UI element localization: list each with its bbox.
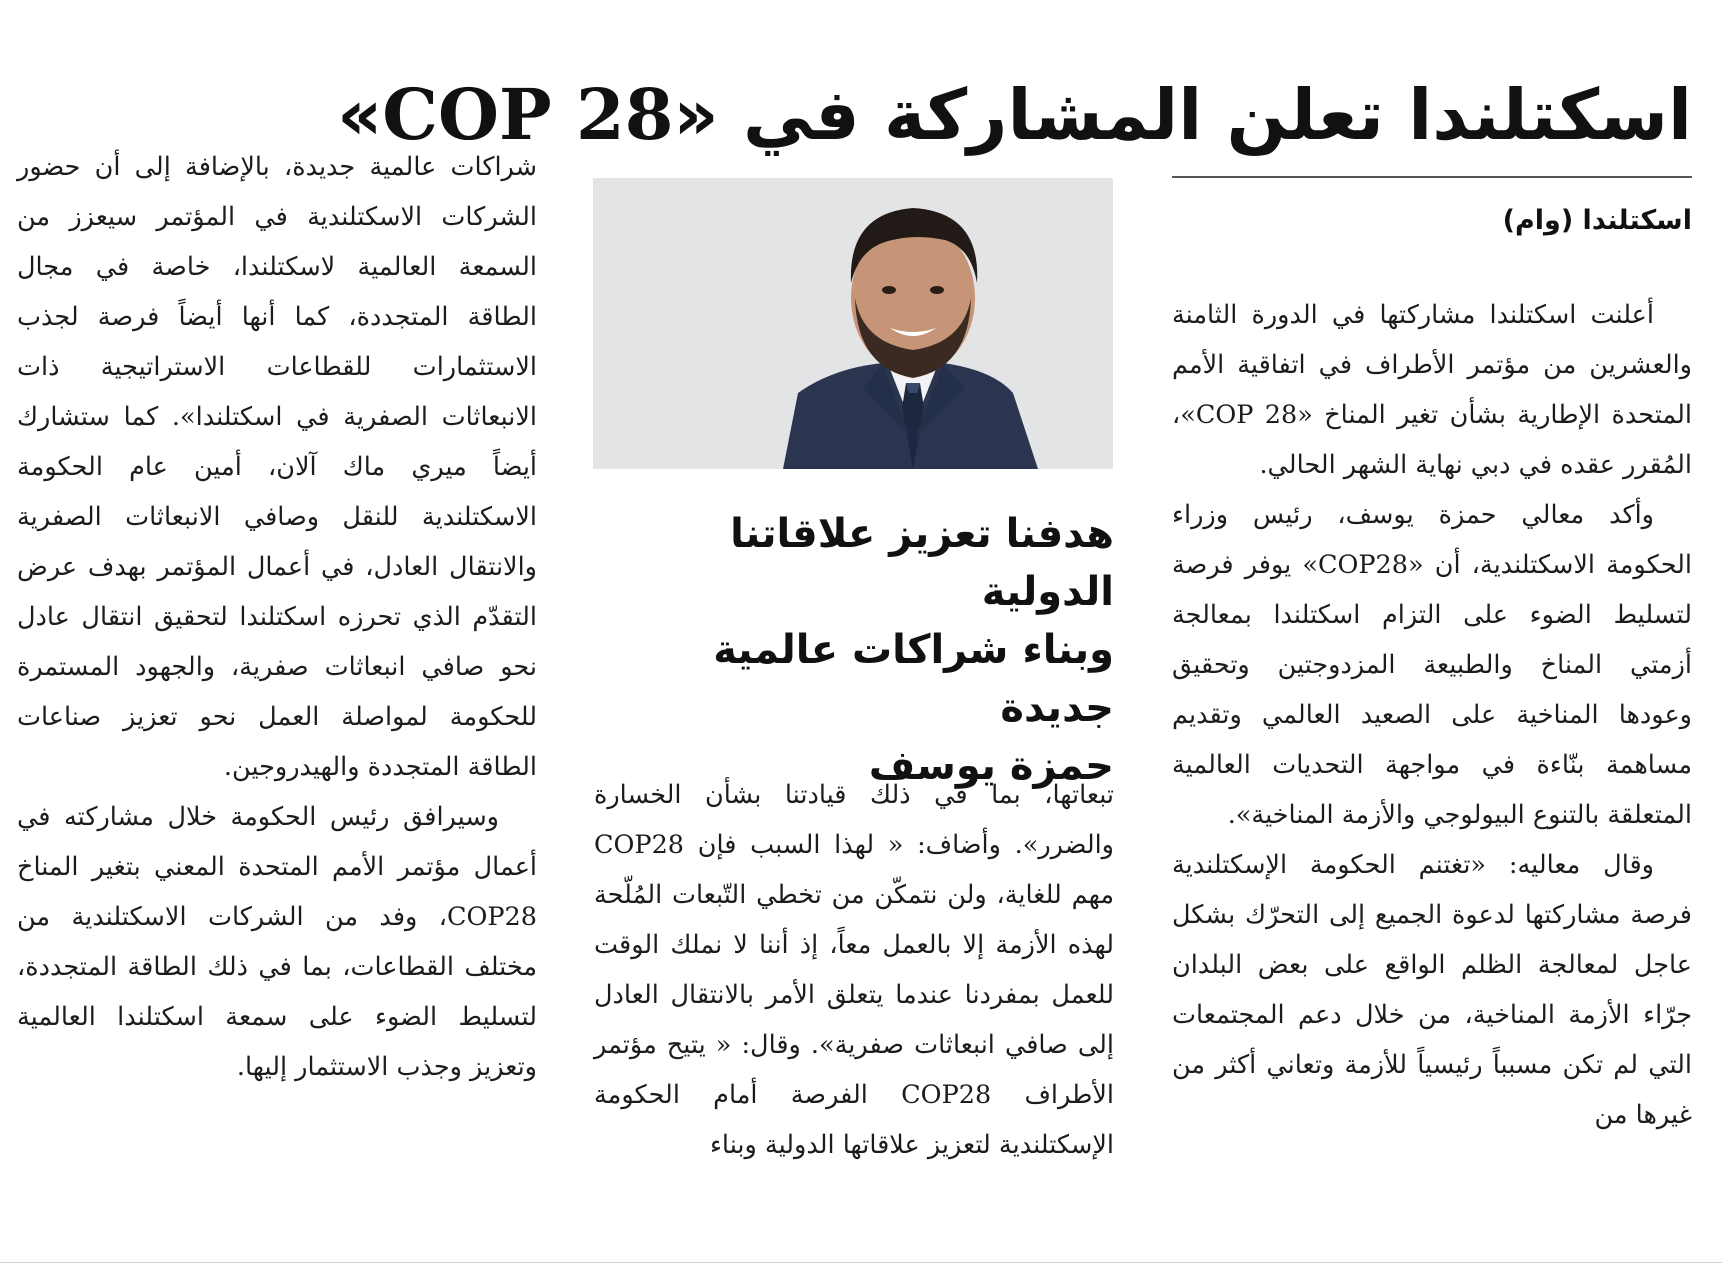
page-bottom-rule bbox=[0, 1262, 1722, 1263]
article-headline bbox=[337, 65, 1692, 165]
paragraph: شراكات عالمية جديدة، بالإضافة إلى أن حضور الشركات الاسكتلندية في المؤتمر سيعزز من السمعة العالمية لاسكتلندا، خاصة في مجال الطاقة المتجددة، كما أنها أيضاً فرصة لجذب الاستثمارات للقطاعات الاستراتيجية ذات الانبعاثات الصفرية في اسكتلندا». كما ستشارك أيضاً ميري ماك آلان، أمين عام الحكومة الاسكتلندية للنقل وصافي الانبعاثات الصفرية والانتقال العادل، في أعمال المؤتمر بهدف عرض التقدّم الذي تحرزه اسكتلندا لتحقيق انتقال عادل نحو صافي انبعاثات صفرية، والجهود المستمرة للحكومة لمواصلة العمل نحو تعزيز صناعات الطاقة المتجددة والهيدروجين. bbox=[17, 152, 537, 782]
paragraph: تبعاتها، بما في ذلك قيادتنا بشأن الخسارة والضرر». وأضاف: « لهذا السبب فإن COP28 مهم للغاية، ولن نتمكّن من تخطي التّبعات المُلّحة لهذه الأزمة إلا بالعمل معاً، إذ أننا لا نملك الوقت للعمل بمفردنا عندما يتعلق الأمر بالانتقال العادل إلى صافي انبعاثات صفرية». وقال: « يتيح مؤتمر الأطراف COP28 الفرصة أمام الحكومة الإسكتلندية لتعزيز علاقاتها الدولية وبناء bbox=[594, 780, 1114, 1160]
paragraph: وأكد معالي حمزة يوسف، رئيس وزراء الحكومة الاسكتلندية، أن «COP28» يوفر فرصة لتسليط الضوء على التزام اسكتلندا بمعالجة أزمتي المناخ والطبيعة المزدوجتين وتحقيق وعودها المناخية على الصعيد العالمي وتقديم مساهمة بنّاءة في مواجهة التحديات العالمية المتعلقة بالتنوع البيولوجي والأزمة المناخية». bbox=[1172, 500, 1693, 830]
column-right bbox=[1172, 290, 1692, 1140]
pull-quote bbox=[594, 505, 1114, 795]
headline-latin: COP 28 bbox=[382, 72, 674, 156]
paragraph: وسيرافق رئيس الحكومة خلال مشاركته في أعمال مؤتمر الأمم المتحدة المعني بتغير المناخ COP28، وفد من الشركات الاسكتلندية من مختلف القطاعات، بما في ذلك الطاقة المتجددة، لتسليط الضوء على سمعة اسكتلندا العالمية وتعزيز وجذب الاستثمار إليها. bbox=[17, 802, 537, 1082]
pull-quote-line: هدفنا تعزيز علاقاتنا الدولية bbox=[730, 511, 1114, 615]
paragraph: وقال معاليه: «تغتنم الحكومة الإسكتلندية فرصة مشاركتها لدعوة الجميع إلى التحرّك بشكل عاجل لمعالجة الظلم الواقع على بعض البلدان جرّاء الأزمة المناخية، من خلال دعم المجتمعات التي لم تكن مسبباً رئيسياً للأزمة وتعاني أكثر من غيرها من bbox=[1172, 850, 1692, 1130]
portrait-photo bbox=[593, 178, 1113, 469]
headline-arabic: اسكتلندا تعلن المشاركة في « bbox=[673, 73, 1692, 156]
dateline: اسكتلندا (وام) bbox=[1502, 205, 1692, 236]
pull-quote-line: وبناء شراكات عالمية جديدة bbox=[713, 627, 1114, 731]
portrait-illustration bbox=[593, 178, 1113, 469]
column-left bbox=[17, 142, 537, 1092]
pull-quote-author: حمزة يوسف bbox=[868, 743, 1114, 789]
column-middle bbox=[594, 770, 1114, 1170]
headline-close-quote: » bbox=[337, 73, 383, 156]
paragraph: أعلنت اسكتلندا مشاركتها في الدورة الثامنة والعشرين من مؤتمر الأطراف في اتفاقية الأمم المتحدة الإطارية بشأن تغير المناخ «COP 28»، المُقرر عقده في دبي نهاية الشهر الحالي. bbox=[1172, 300, 1692, 480]
dateline-rule bbox=[1172, 176, 1692, 178]
